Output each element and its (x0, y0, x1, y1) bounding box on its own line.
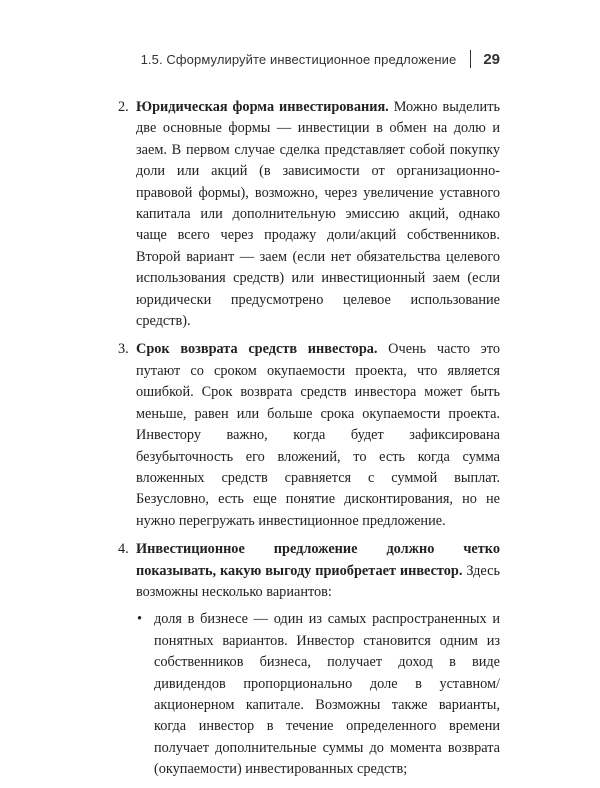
bullet-marker: • (137, 611, 143, 628)
list-item-2 (118, 97, 500, 332)
list-item-text: Можно выделить две основные формы — инвестиции в обмен на долю и заем. В первом случае сделка представляет собой покупку доли или акций (в зависимости от организационно-правовой формы), возможно, через увеличение уставного капитала или дополнительную эмиссию акций, однако чаще всего через продажу доли/акций собственников. Второй вариант — заем (если нет обязательства целевого использования средств) или инвестиционный заем (если юридически предусмотрено целевое использование средств). (136, 99, 500, 330)
header-divider (470, 50, 471, 68)
list-item-text: Здесь возможны несколько вариантов: (136, 562, 500, 600)
list-item-4 (118, 539, 500, 780)
running-header-title: 1.5. Сформулируйте инвестиционное предложение (140, 51, 457, 67)
list-item-number: 2. (118, 99, 129, 115)
list-item-heading: Срок возврата средств инвестора. (136, 341, 378, 358)
bullet-text: доля в бизнесе — один из самых распространенных и понятных вариантов. Инвестор становится одним из собственников бизнеса, получает доход в виде дивидендов пропорционально доле в уставном/акционерном капитале. Возможны также варианты, когда инвестор в течение определенного времени получает дополнительные суммы до момента возврата (окупаемости) инвестированных средств; (154, 611, 500, 778)
list-item-number: 4. (118, 541, 129, 558)
bullet-item (136, 609, 500, 780)
list-item-heading: Инвестиционное предложение должно четко показывать, какую выгоду приобретает инвестор. (136, 541, 500, 579)
running-header (141, 50, 500, 68)
page-number: 29 (483, 50, 500, 68)
page-body (118, 97, 500, 788)
list-item-heading: Юридическая форма инвестирования. (136, 99, 389, 115)
list-item-text: Очень часто это путают со сроком окупаемости проекта, что является ошибкой. Срок возврата средств инвестора может быть меньше, равен или больше срока окупаемости проекта. Инвестору важно, когда будет зафиксирована безубыточность его вложений, то есть когда сумма вложенных средств сравняется с суммой выплат. Безусловно, есть еще понятие дисконтирования, но не нужно перегружать инвестиционное предложение. (136, 341, 500, 529)
list-item-number: 3. (118, 341, 129, 358)
list-item-3 (118, 339, 500, 532)
